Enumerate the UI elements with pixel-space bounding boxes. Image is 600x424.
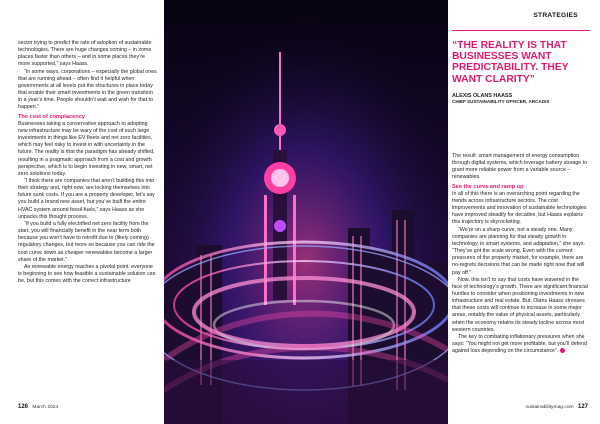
paragraph: “I think there are companies that aren’t building this into their strategy and, right now, are locking themselves into future sunk costs. If you are a property developer, let’s say you build a brand new asset, but you’ve built the entire HVAC system around fossil-fuels,” says Haass as she unpacks this thought process. <box>18 178 155 220</box>
paragraph: sector trying to predict the rate of adoption of sustainable technologies. There are huge changes coming – in some places faster than others – and in some places they’re more supported,” says Haass. <box>18 40 152 68</box>
page-number-left: 126 <box>18 404 29 410</box>
paragraph: The key to combating inflationary pressures when she says: “You might not get more profitable, but you’ll defend against loss depending on the circumstance”. <box>452 333 587 355</box>
paragraph: As renewable energy reaches a pivotal point, everyone is beginning to see how feasible a sustainable solution can be, but this comes with the correct infrastructure <box>18 263 156 285</box>
shanghai-skyline-photo <box>164 0 448 424</box>
paragraph: Businesses taking a conservative approach to adopting new infrastructure may be wary of the cost of such large investments in things like EV fleets and net zero facilities, which may feel risky to invest in with uncertainty in the future. The reality is that the paradigm has already shifted, resulting in a pragmatic approach from a cost and growth perspective, which is to begin investing in new, smart, net zero solutions today. <box>18 120 155 177</box>
paragraph: “In some ways, corporations – especially the global ones that are running ahead – often find it helpful when governments at all levels put the structures in place today that enable their smart investments in the green transition in a year’s time. People shouldn’t wait and wish for that to happen.” <box>18 68 157 111</box>
paragraph: In all of this there is an overarching point regarding the trends across infrastructure sectors. The cost improvements and innovation of sustainable technologies have improved steadily for decades, but Haass explains this trajectory is skyrocketing. <box>452 190 587 226</box>
pull-quote-role: CHIEF SUSTAINABILITY OFFICER, ARCADIS <box>452 99 550 105</box>
pull-quote-text: “THE REALITY IS THAT BUSINESSES WANT PREDICTABILITY. THEY WANT CLARITY” <box>452 40 569 85</box>
header-divider <box>452 30 590 31</box>
right-article-column <box>452 153 590 355</box>
paragraph: The result: smart management of energy consumption through digital systems, which leverage battery storage to grant more reliable power from a variable source – renewables. <box>452 153 588 181</box>
paragraph: “We’re on a sharp curve, not a steady one. Many companies are planning for that steady growth in technology, in smart systems, and adaptation,” she says. “They’ve got the scale wrong. Even with the current pressures of the property market, for example, there are no-regrets decisions that can be made right now that will pay off.” <box>452 226 585 276</box>
pull-quote-name: ALEXIS OLANS HAASS <box>452 92 513 99</box>
subheading: The cost of complacency <box>18 113 85 120</box>
section-label: STRATEGIES <box>533 12 578 19</box>
pull-quote-block <box>452 40 590 105</box>
paragraph: “If you build a fully electrified net zero facility from the start, you will financially benefit in the near term both because you won’t have to retrofit due to (likely coming) regulatory changes, but more so because you can ride the cost curve down as cheaper renewables become a larger share of the market.” <box>18 220 155 263</box>
subheading: See the curve and ramp up <box>452 183 524 190</box>
night-city-light-trails-image <box>164 0 448 424</box>
page-number-right: 127 <box>577 404 588 410</box>
left-article-column <box>18 40 158 285</box>
issue-date: March 2024 <box>32 405 59 410</box>
footer-left <box>18 404 58 410</box>
end-of-article-icon <box>560 348 565 353</box>
footer-right <box>526 404 589 410</box>
site-url: sustainabilitymag.com <box>525 405 574 410</box>
paragraph: Now, this isn’t to say that costs have wavered in the face of technology’s growth. There are significant financial hurdles to consider when positioning investments in new infrastructure and real estate. But, Olans Haass stresses that these costs will continue to increase in some major areas, notably the value of physical assets, particularly when the economy retains its steady incline across most western countries. <box>452 276 588 333</box>
